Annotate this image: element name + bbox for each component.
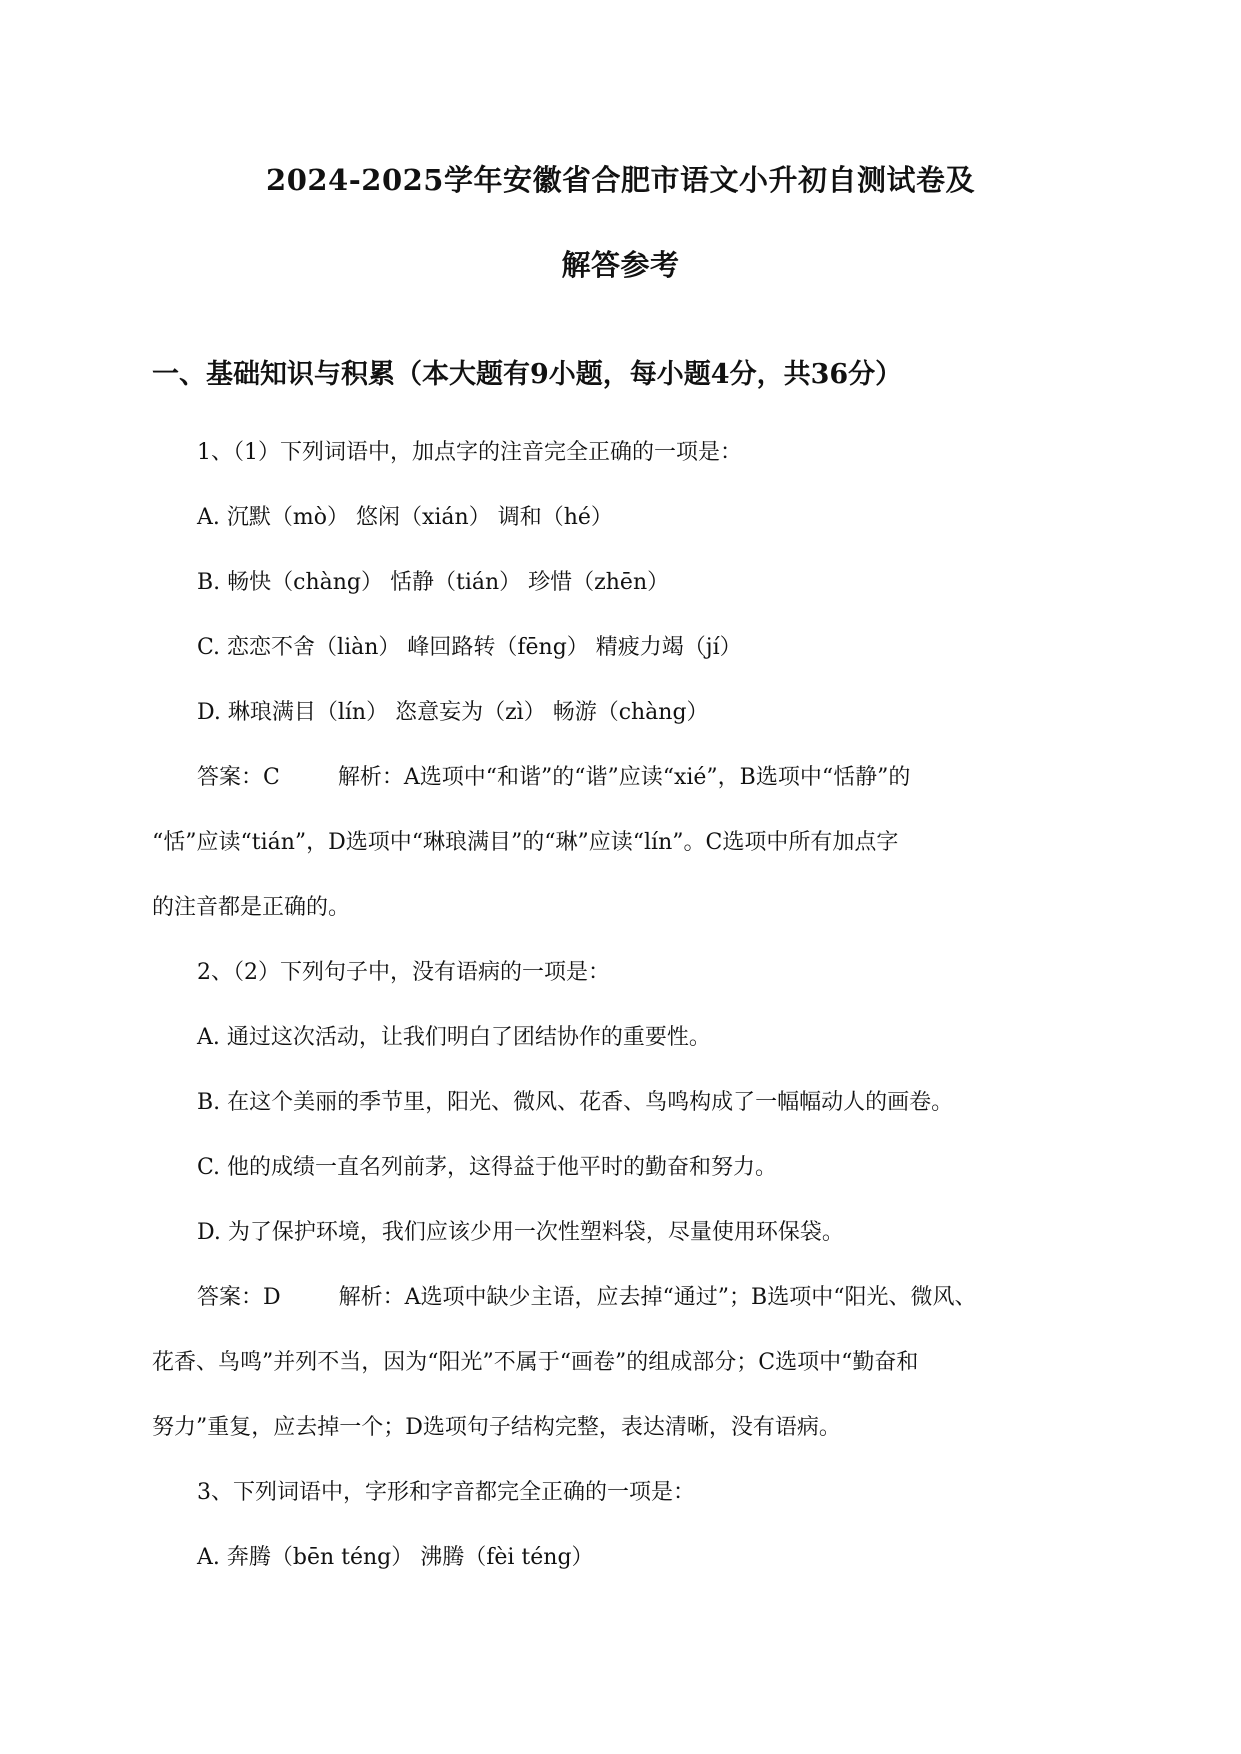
question-2-option-b: B. 在这个美丽的季节里，阳光、微风、花香、鸟鸣构成了一幅幅动人的画卷。 bbox=[197, 1090, 954, 1115]
question-1-analysis-line-1: 解析：A选项中“和谐”的“谐”应读“xié”，B选项中“恬静”的 bbox=[337, 765, 911, 790]
question-2-option-c: C. 他的成绩一直名列前茅，这得益于他平时的勤奋和努力。 bbox=[197, 1155, 778, 1180]
question-1-option-d: D. 琳琅满目（lín） 恣意妄为（zì） 畅游（chàng） bbox=[197, 700, 709, 725]
question-2-answer-row bbox=[197, 1285, 976, 1311]
question-2-analysis-line-2: 花香、鸟鸣”并列不当，因为“阳光”不属于“画卷”的组成部分；C选项中“勤奋和 bbox=[152, 1350, 919, 1375]
question-3-option-a: A. 奔腾（bēn téng） 沸腾（fèi téng） bbox=[197, 1545, 594, 1570]
question-1-analysis-line-2: “恬”应读“tián”，D选项中“琳琅满目”的“琳”应读“lín”。C选项中所有加点字 bbox=[152, 830, 899, 855]
question-1-analysis-line-3: 的注音都是正确的。 bbox=[152, 895, 351, 920]
document-title-line-1: 2024-2025学年安徽省合肥市语文小升初自测试卷及 bbox=[266, 163, 975, 197]
question-2-option-d: D. 为了保护环境，我们应该少用一次性塑料袋，尽量使用环保袋。 bbox=[197, 1220, 844, 1245]
question-1-option-a: A. 沉默（mò） 悠闲（xián） 调和（hé） bbox=[197, 505, 613, 530]
question-2-stem: 2、（2）下列句子中，没有语病的一项是： bbox=[197, 960, 610, 985]
question-2-option-a: A. 通过这次活动，让我们明白了团结协作的重要性。 bbox=[197, 1025, 711, 1050]
question-1-option-c: C. 恋恋不舍（liàn） 峰回路转（fēng） 精疲力竭（jí） bbox=[197, 635, 742, 660]
question-1-option-b: B. 畅快（chàng） 恬静（tián） 珍惜（zhēn） bbox=[197, 570, 670, 595]
question-3-stem: 3、下列词语中，字形和字音都完全正确的一项是： bbox=[197, 1480, 695, 1505]
question-1-answer-row bbox=[197, 765, 910, 791]
section-heading: 一、基础知识与积累（本大题有9小题，每小题4分，共36分） bbox=[152, 359, 903, 390]
question-2-analysis-line-1: 解析：A选项中缺少主语，应去掉“通过”；B选项中“阳光、微风、 bbox=[338, 1285, 977, 1310]
question-1-stem: 1、（1）下列词语中，加点字的注音完全正确的一项是： bbox=[197, 440, 742, 465]
question-2-analysis-line-3: 努力”重复，应去掉一个；D选项句子结构完整，表达清晰，没有语病。 bbox=[152, 1415, 841, 1440]
question-1-answer: 答案：C bbox=[197, 765, 280, 790]
document-title-line-2: 解答参考 bbox=[561, 248, 680, 282]
question-2-answer: 答案：D bbox=[197, 1285, 281, 1310]
